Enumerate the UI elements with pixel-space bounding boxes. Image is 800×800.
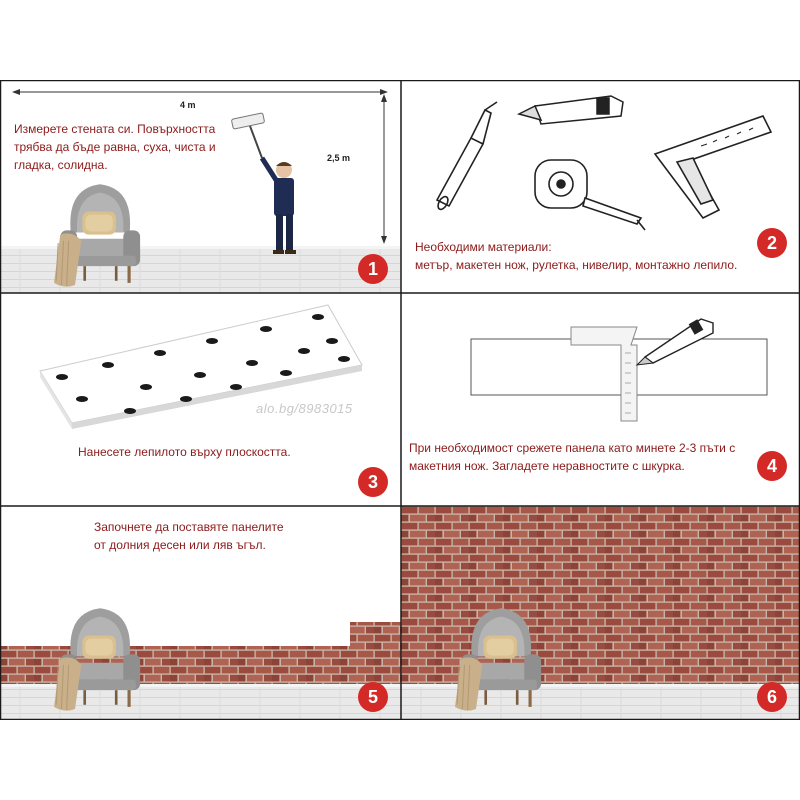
watermark: alo.bg/8983015 — [256, 401, 353, 416]
width-dimension-arrow — [12, 89, 388, 95]
step-1-text: Измерете стената си. Повърхността трябва да бъде равна, суха, чиста и гладка, солидна. — [14, 122, 216, 172]
step-4-badge: 4 — [757, 451, 787, 481]
utility-knife-icon — [519, 96, 623, 124]
step-2-panel — [401, 80, 800, 293]
step-5-text: Започнете да поставяте панелите от долния десен или ляв ъгъл. — [94, 520, 284, 552]
step-4-text: При необходимост срежете панела като минете 2-3 пъти с макетния нож. Загладете неравностите с шкурка. — [409, 441, 736, 473]
step-1-badge: 1 — [358, 254, 388, 284]
painter-roller-icon — [231, 113, 296, 254]
cutting-guide-icon — [471, 319, 767, 421]
step-3-text: Нанесете лепилото върху плоскостта. — [78, 445, 291, 459]
step-6-badge: 6 — [757, 682, 787, 712]
step-4-panel — [401, 293, 800, 506]
height-dimension-arrow — [381, 94, 387, 244]
height-dimension-label: 2,5 m — [327, 153, 351, 163]
step-2-badge: 2 — [757, 228, 787, 258]
brick-wall-icon — [401, 506, 800, 686]
step-5-panel — [0, 506, 401, 720]
step-5-badge: 5 — [358, 682, 388, 712]
width-dimension-label: 4 m — [180, 100, 196, 110]
step-2-text: Необходими материали: метър, макетен нож, рулетка, нивелир, монтажно лепило. — [415, 240, 738, 272]
try-square-icon — [655, 116, 771, 218]
caulk-tube-icon — [436, 102, 497, 211]
step-3-panel — [0, 293, 401, 506]
step-6-panel — [401, 506, 800, 720]
tape-measure-icon — [535, 160, 645, 230]
step-1-panel — [0, 80, 401, 293]
step-3-badge: 3 — [358, 467, 388, 497]
instruction-grid — [0, 80, 800, 720]
